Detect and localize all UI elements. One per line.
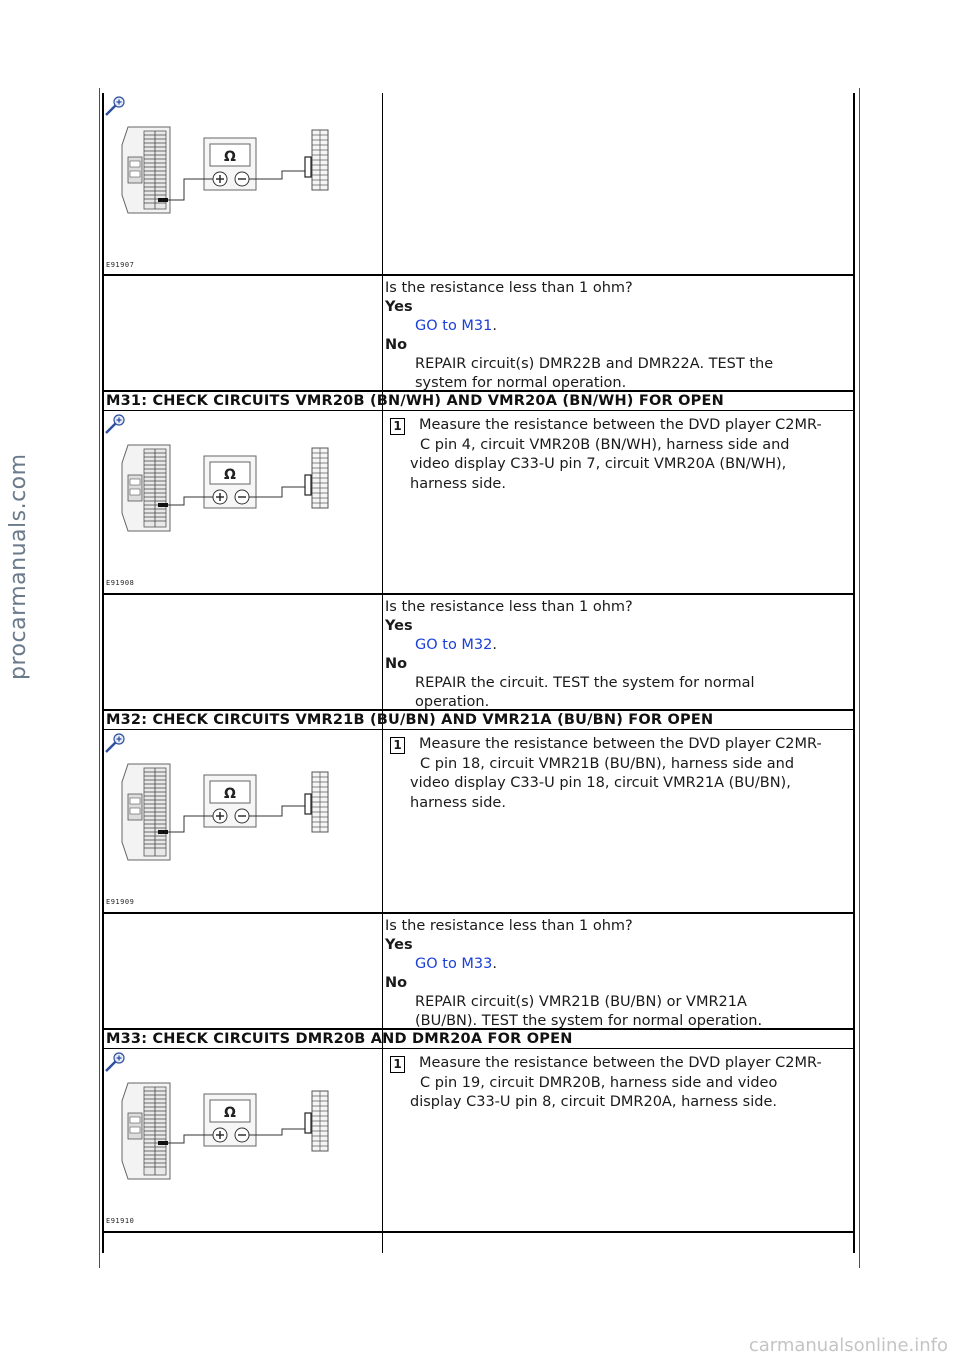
yes-action: GO to M33.: [415, 956, 497, 972]
svg-text:Ω: Ω: [224, 786, 236, 802]
question: Is the resistance less than 1 ohm?: [385, 918, 633, 934]
go-to-m33-link[interactable]: GO to M33: [415, 956, 493, 972]
no-action-line2: system for normal operation.: [415, 375, 627, 391]
step-line: harness side.: [410, 475, 506, 492]
step-line: Measure the resistance between the DVD player C2MR-: [419, 736, 822, 752]
bottom-watermark: carmanualsonline.info: [748, 1335, 948, 1356]
figure-id: E91908: [106, 579, 135, 587]
svg-text:Ω: Ω: [224, 1105, 236, 1121]
no-action-line1: REPAIR circuit(s) VMR21B (BU/BN) or VMR21A: [415, 994, 747, 1010]
question: Is the resistance less than 1 ohm?: [385, 599, 633, 615]
question: Is the resistance less than 1 ohm?: [385, 280, 633, 296]
no-label: No: [385, 337, 408, 353]
figure-id: E91910: [106, 1217, 135, 1225]
rule: [102, 274, 855, 276]
wiring-diagram: [104, 95, 380, 273]
rule: [102, 1231, 855, 1233]
m32-question-block: [385, 917, 845, 1031]
no-action-line2: operation.: [415, 694, 490, 710]
figure-id: E91909: [106, 898, 135, 906]
step-line: Measure the resistance between the DVD player C2MR-: [419, 417, 822, 433]
connector-meter-diagram: [104, 95, 380, 273]
m32-title: M32: CHECK CIRCUITS VMR21B (BU/BN) AND VMR21A (BU/BN) FOR OPEN: [106, 712, 714, 728]
yes-label: Yes: [385, 937, 413, 953]
m31-title: M31: CHECK CIRCUITS VMR20B (BN/WH) AND VMR20A (BN/WH) FOR OPEN: [106, 393, 724, 409]
step-number: 1: [390, 737, 405, 754]
yes-label: Yes: [385, 299, 413, 315]
yes-action: GO to M32.: [415, 637, 497, 653]
frame-left-outer: [99, 88, 100, 1268]
figure-id: E91907: [106, 261, 135, 269]
yes-label: Yes: [385, 618, 413, 634]
wiring-diagram: [104, 413, 380, 591]
rule: [102, 593, 855, 595]
no-action-line1: REPAIR the circuit. TEST the system for normal: [415, 675, 755, 691]
side-watermark: procarmanuals.com: [6, 453, 31, 680]
frame-right-outer: [859, 88, 860, 1268]
connector-meter-diagram: [104, 1051, 380, 1229]
wiring-diagram: [104, 732, 380, 910]
connector-meter-diagram: [104, 732, 380, 910]
step-line: harness side.: [410, 794, 506, 811]
step-number: 1: [390, 1056, 405, 1073]
connector-meter-diagram: [104, 413, 380, 591]
m32-step: [390, 735, 852, 813]
step-number: 1: [390, 418, 405, 435]
m31-step: [390, 416, 852, 494]
rule: [102, 729, 855, 730]
no-action-line1: REPAIR circuit(s) DMR22B and DMR22A. TEST the: [415, 356, 774, 372]
step-line: C pin 19, circuit DMR20B, harness side and video: [420, 1074, 778, 1091]
m31-question-block: [385, 598, 845, 712]
step-line: C pin 4, circuit VMR20B (BN/WH), harness side and: [420, 436, 790, 453]
step-line: video display C33-U pin 7, circuit VMR20A (BN/WH),: [410, 456, 787, 472]
display-connector-icon: [305, 130, 328, 190]
wiring-diagram: [104, 1051, 380, 1229]
multimeter-icon: [204, 138, 256, 190]
rule: [102, 410, 855, 411]
go-to-m31-link[interactable]: GO to M31: [415, 318, 493, 334]
svg-text:Ω: Ω: [224, 467, 236, 483]
column-divider: [382, 93, 383, 1253]
yes-action: GO to M31.: [415, 318, 497, 334]
svg-text:Ω: Ω: [224, 149, 236, 165]
step-line: Measure the resistance between the DVD player C2MR-: [419, 1055, 822, 1071]
m33-step: [390, 1054, 852, 1113]
step-line: video display C33-U pin 18, circuit VMR21A (BU/BN),: [410, 775, 791, 791]
rule: [102, 1048, 855, 1049]
dvd-connector-icon: [122, 127, 170, 213]
rule: [102, 912, 855, 914]
frame-right: [853, 93, 855, 1253]
go-to-m32-link[interactable]: GO to M32: [415, 637, 493, 653]
q1-block: [385, 279, 845, 393]
step-line: display C33-U pin 8, circuit DMR20A, harness side.: [410, 1094, 777, 1110]
m33-title: M33: CHECK CIRCUITS DMR20B AND DMR20A FOR OPEN: [106, 1031, 573, 1047]
step-line: C pin 18, circuit VMR21B (BU/BN), harness side and: [420, 755, 795, 772]
no-label: No: [385, 975, 408, 991]
no-label: No: [385, 656, 408, 672]
no-action-line2: (BU/BN). TEST the system for normal operation.: [415, 1013, 763, 1029]
